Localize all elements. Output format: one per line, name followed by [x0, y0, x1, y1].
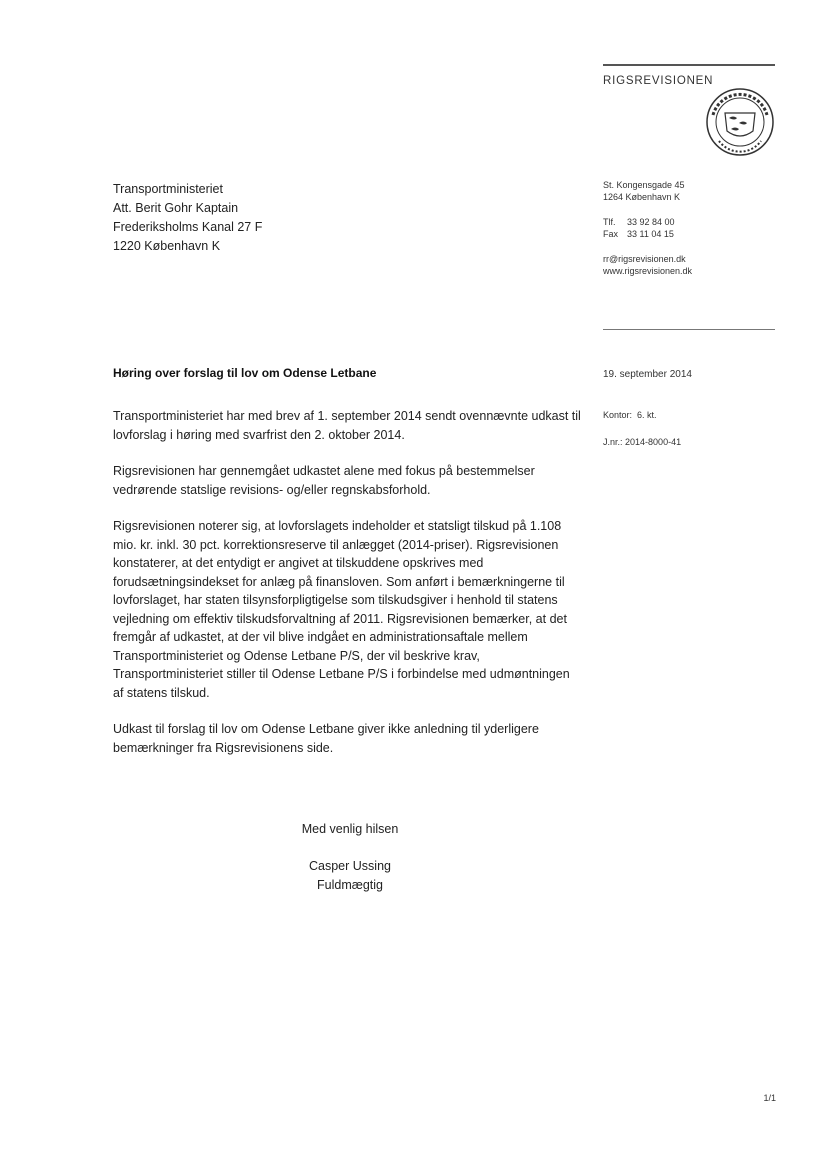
sender-street: St. Kongensgade 45 [603, 180, 685, 190]
recipient-line: Frederiksholms Kanal 27 F [113, 220, 263, 234]
folketinget-seal-icon [705, 87, 775, 157]
signatory-title: Fuldmægtig [317, 878, 383, 892]
signatory-name: Casper Ussing [309, 859, 391, 873]
letter-subject: Høring over forslag til lov om Odense Letbane [113, 366, 377, 380]
journal-reference [603, 437, 681, 447]
body-paragraph: Rigsrevisionen noterer sig, at lovforslagets indeholder et statsligt tilskud på 1.108 mio. kr. inkl. 30 pct. korrektionsreserve til anlægget (2014-priser). Rigsrevisionen konstaterer, at det entydigt er angivet at tilskuddene opskrives med forudsætningsindekset for anlæg på finansloven. Som anført i bemærkningerne til lovforslaget, har staten tilsynsforpligtigelse som tilskudsgiver i henhold til statens vejledning om effektiv tilskudsforvaltning af 2011. Rigsrevisionen bemærker, at det fremgår af udkastet, at der vil blive indgået en administrationsaftale mellem Transportministeriet og Odense Letbane P/S, der vil beskrive krav, Transportministeriet stiller til Odense Letbane P/S i forbindelse med udmøntningen af statens tilskud. [113, 519, 570, 700]
sender-contact-block [603, 179, 692, 277]
sender-city: 1264 København K [603, 192, 681, 202]
body-paragraph: Rigsrevisionen har gennemgået udkastet alene med fokus på bestemmelser vedrørende statslige revisions- og/eller regnskabsforhold. [113, 464, 535, 497]
office-reference [603, 410, 657, 420]
letterhead-top-rule [603, 64, 775, 66]
letterhead-divider [603, 329, 775, 330]
fax-label: Fax [603, 229, 619, 239]
recipient-line: 1220 København K [113, 239, 221, 253]
sender-website: www.rigsrevisionen.dk [603, 266, 693, 276]
journal-value: 2014-8000-41 [625, 437, 682, 447]
letter-body [113, 407, 583, 775]
sender-email: rr@rigsrevisionen.dk [603, 254, 686, 264]
phone-number: 33 92 84 00 [627, 217, 675, 227]
letter-date: 19. september 2014 [603, 369, 692, 380]
fax-number: 33 11 04 15 [627, 229, 674, 239]
sender-phone-row [603, 216, 692, 228]
page-number: 1/1 [763, 1093, 776, 1103]
recipient-line: Transportministeriet [113, 182, 223, 196]
org-name: RIGSREVISIONEN [603, 75, 714, 87]
recipient-line: Att. Berit Gohr Kaptain [113, 201, 239, 215]
journal-label: J.nr.: [603, 437, 623, 447]
sender-fax-row [603, 228, 692, 240]
body-paragraph: Udkast til forslag til lov om Odense Letbane giver ikke anledning til yderligere bemærkninger fra Rigsrevisionens side. [113, 722, 539, 755]
phone-label: Tlf. [603, 217, 616, 227]
office-value: 6. kt. [637, 410, 657, 420]
recipient-address [113, 180, 262, 256]
closing-greeting: Med venlig hilsen [301, 822, 399, 836]
body-paragraph: Transportministeriet har med brev af 1. september 2014 sendt ovennævnte udkast til lovforslag i høring med svarfrist den 2. oktober 2014. [113, 409, 581, 442]
office-label: Kontor: [603, 410, 633, 420]
